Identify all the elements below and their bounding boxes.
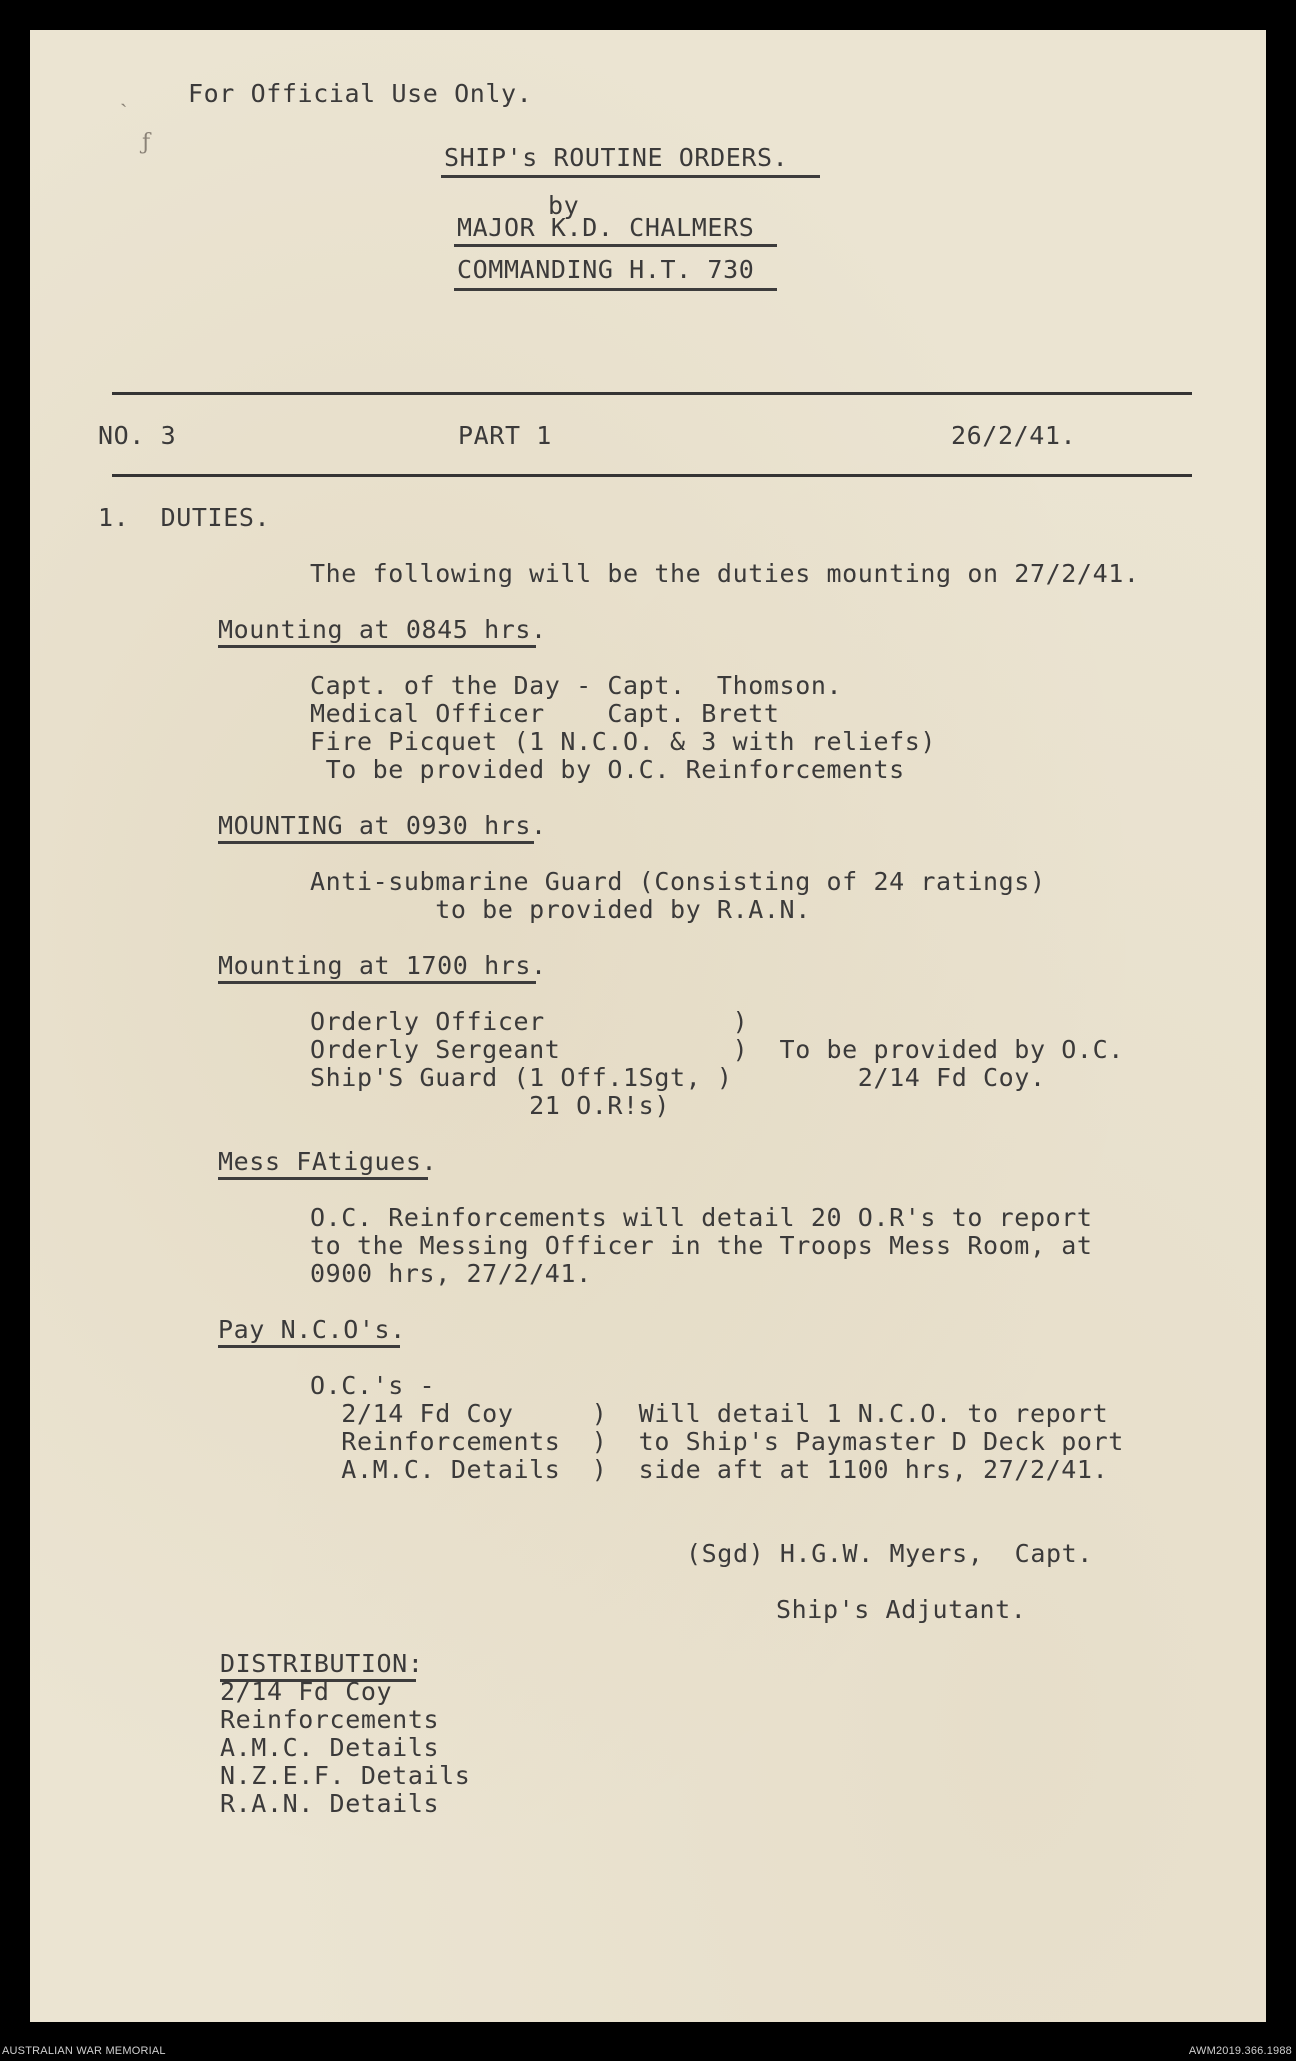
archive-credit: AUSTRALIAN WAR MEMORIAL [2,2045,166,2057]
signature-title: Ship's Adjutant. [776,1595,1027,1624]
duty-line: To be provided by O.C. Reinforcements [310,755,905,784]
section-intro: The following will be the duties mounting on 27/2/41. [310,559,1140,588]
heading-underline [218,1177,428,1180]
duty-line: A.M.C. Details ) side aft at 1100 hrs, 27/2/41. [310,1455,1109,1484]
duty-line: 21 O.R!s) [310,1091,670,1120]
distribution-item: N.Z.E.F. Details [220,1761,471,1790]
header-rule-bottom [112,474,1192,477]
heading-underline [218,645,536,648]
title-underline [441,175,820,178]
duty-line: to be provided by R.A.N. [310,895,811,924]
header-rule-top [112,392,1192,395]
document-page [30,30,1266,2022]
paper-blemish-mark: ƒ [142,130,151,155]
order-date: 26/2/41. [951,421,1077,450]
archive-reference: AWM2019.366.1988 [1188,2045,1292,2057]
distribution-item: R.A.N. Details [220,1789,440,1818]
heading-mess-fatigues: Mess FAtigues. [218,1147,438,1176]
duty-line: 2/14 Fd Coy ) Will detail 1 N.C.O. to report [310,1399,1109,1428]
heading-mounting-0845: Mounting at 0845 hrs. [218,615,547,644]
heading-underline [218,981,536,984]
duty-line: to the Messing Officer in the Troops Mess Room, at [310,1231,1093,1260]
distribution-item: A.M.C. Details [220,1733,440,1762]
heading-underline [218,1345,400,1348]
distribution-item: 2/14 Fd Coy [220,1677,393,1706]
classification-label: For Official Use Only. [188,79,533,108]
duty-line: 0900 hrs, 27/2/41. [310,1259,592,1288]
distribution-item: Reinforcements [220,1705,440,1734]
section-heading: 1. DUTIES. [98,503,271,532]
duty-line: Reinforcements ) to Ship's Paymaster D Deck port [310,1427,1124,1456]
heading-mounting-1700: Mounting at 1700 hrs. [218,951,547,980]
duty-line: O.C.'s - [310,1371,436,1400]
signature-line: (Sgd) H.G.W. Myers, Capt. [686,1539,1093,1568]
paper-blemish-mark: ˏ [120,83,128,108]
heading-mounting-0930: MOUNTING at 0930 hrs. [218,811,547,840]
duty-line: Ship'S Guard (1 Off.1Sgt, ) 2/14 Fd Coy. [310,1063,1046,1092]
duty-line: Medical Officer Capt. Brett [310,699,780,728]
by-label: by [548,191,580,220]
duty-line: Orderly Sergeant ) To be provided by O.C. [310,1035,1124,1064]
duty-line: Capt. of the Day - Capt. Thomson. [310,671,843,700]
document-title: SHIP's ROUTINE ORDERS. [444,143,789,172]
author-line: MAJOR K.D. CHALMERS [457,213,755,242]
duty-line: O.C. Reinforcements will detail 20 O.R's to report [310,1203,1093,1232]
command-underline [454,288,777,291]
command-line: COMMANDING H.T. 730 [457,255,755,284]
duty-line: Fire Picquet (1 N.C.O. & 3 with reliefs) [310,727,937,756]
order-part: PART 1 [458,421,552,450]
author-underline [454,244,777,247]
heading-underline [218,841,534,844]
heading-pay-ncos: Pay N.C.O's. [218,1315,406,1344]
duty-line: Orderly Officer ) [310,1007,749,1036]
duty-line: Anti-submarine Guard (Consisting of 24 ratings) [310,867,1046,896]
distribution-heading: DISTRIBUTION: [220,1649,424,1678]
order-number: NO. 3 [98,421,177,450]
